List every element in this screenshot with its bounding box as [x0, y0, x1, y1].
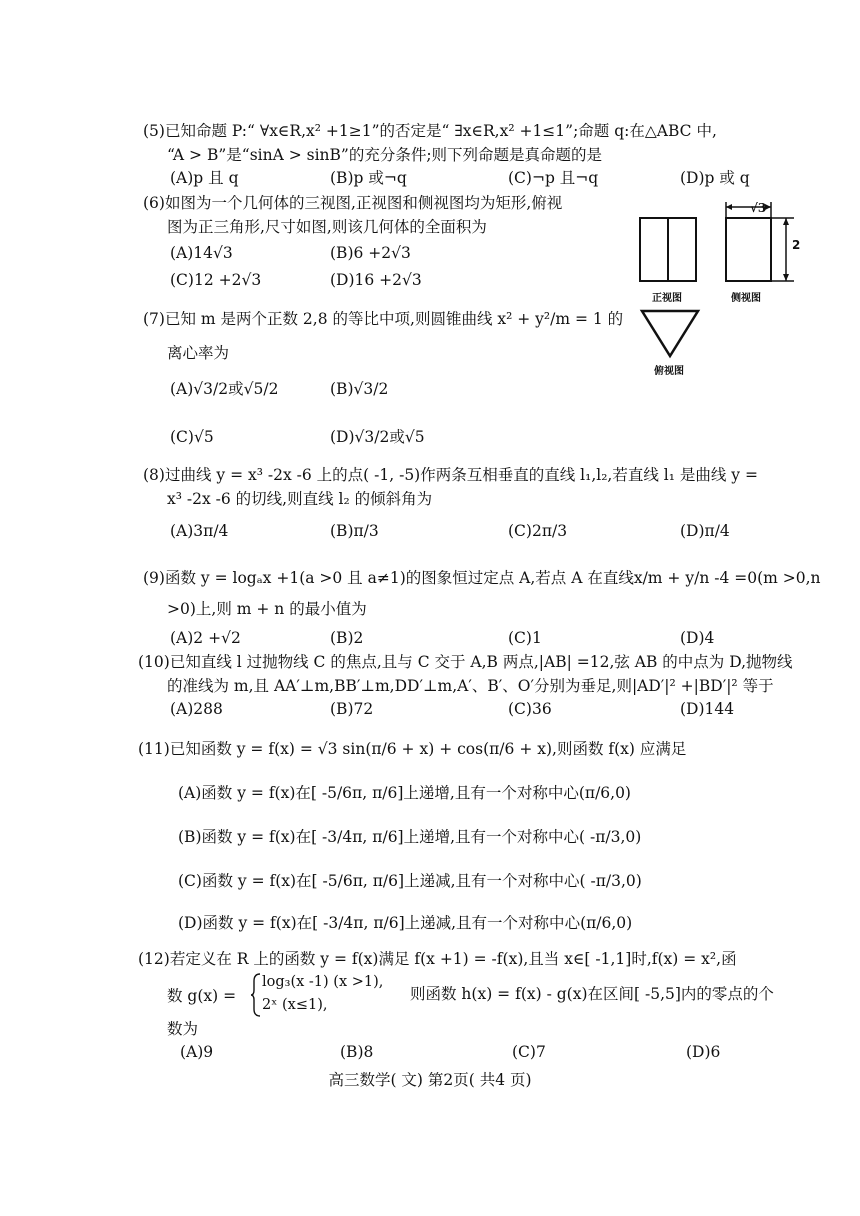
- q12-line3: 数为: [167, 1020, 199, 1038]
- q12-option-c: (C)7: [512, 1043, 546, 1061]
- q5-option-b: (B)p 或¬q: [330, 169, 407, 187]
- q6-option-d: (D)16 +2√3: [330, 271, 422, 289]
- q12-option-b: (B)8: [340, 1043, 374, 1061]
- side-view-label: 侧视图: [731, 293, 761, 304]
- q6-line2: 图为正三角形,尺寸如图,则该几何体的全面积为: [167, 218, 487, 236]
- q12-piece2: 2ˣ (x≤1),: [262, 997, 328, 1013]
- q5-line2: “A > B”是“sinA > sinB”的充分条件;则下列命题是真命题的是: [167, 146, 603, 164]
- q7-option-d: (D)√3/2或√5: [330, 428, 425, 446]
- q5-line1: (5)已知命题 P:“ ∀x∈R,x² +1≥1”的否定是“ ∃x∈R,x² +1≤1”;命题 q:在△ABC 中,: [143, 122, 717, 140]
- height-dimension-label: 2: [792, 238, 801, 252]
- width-arrow-left: [726, 204, 732, 210]
- q12-piece1: log₃(x -1) (x >1),: [262, 974, 384, 990]
- q8-option-a: (A)3π/4: [170, 522, 229, 540]
- q12-line2b: 则函数 h(x) = f(x) - g(x)在区间[ -5,5]内的零点的个: [410, 985, 774, 1003]
- q9-option-b: (B)2: [330, 629, 364, 647]
- height-arrow-bottom: [783, 274, 789, 281]
- top-view-triangle: [642, 311, 698, 356]
- q11-option-b: (B)函数 y = f(x)在[ -3/4π, π/6]上递增,且有一个对称中心( -π/3,0): [178, 828, 642, 846]
- q9-line1: (9)函数 y = logₐx +1(a >0 且 a≠1)的图象恒过定点 A,若点 A 在直线x/m + y/n -4 =0(m >0,n: [143, 569, 821, 587]
- q7-line2: 离心率为: [167, 344, 230, 362]
- q10-option-a: (A)288: [170, 700, 223, 718]
- q10-line2: 的准线为 m,且 AA′⊥m,BB′⊥m,DD′⊥m,A′、B′、O′分别为垂足,则|AD′|² +|BD′|² 等于: [167, 677, 774, 695]
- q5-option-d: (D)p 或 q: [680, 169, 750, 187]
- q7-option-c: (C)√5: [170, 428, 214, 446]
- q11-option-a: (A)函数 y = f(x)在[ -5/6π, π/6]上递增,且有一个对称中心(π/6,0): [178, 784, 631, 802]
- q9-option-d: (D)4: [680, 629, 715, 647]
- front-view-label: 正视图: [652, 293, 682, 304]
- q11-line1: (11)已知函数 y = f(x) = √3 sin(π/6 + x) + cos(π/6 + x),则函数 f(x) 应满足: [138, 740, 687, 758]
- top-view-label: 俯视图: [654, 366, 684, 377]
- q6-option-b: (B)6 +2√3: [330, 244, 411, 262]
- q10-option-d: (D)144: [680, 700, 735, 718]
- q10-option-b: (B)72: [330, 700, 374, 718]
- q7-line1: (7)已知 m 是两个正数 2,8 的等比中项,则圆锥曲线 x² + y²/m = 1 的: [143, 310, 624, 328]
- q6-option-c: (C)12 +2√3: [170, 271, 262, 289]
- q6-line1: (6)如图为一个几何体的三视图,正视图和侧视图均为矩形,俯视: [143, 194, 563, 212]
- side-view-rect: [726, 218, 771, 281]
- q11-option-c: (C)函数 y = f(x)在[ -5/6π, π/6]上递减,且有一个对称中心( -π/3,0): [178, 872, 642, 890]
- q8-line2: x³ -2x -6 的切线,则直线 l₂ 的倾斜角为: [167, 490, 433, 508]
- q12-line1: (12)若定义在 R 上的函数 y = f(x)满足 f(x +1) = -f(x),且当 x∈[ -1,1]时,f(x) = x²,函: [138, 950, 737, 968]
- three-view-figure: [630, 198, 830, 373]
- q9-line2: >0)上,则 m + n 的最小值为: [167, 600, 367, 618]
- page-footer: 高三数学( 文) 第2页( 共4 页): [328, 1071, 532, 1089]
- q6-option-a: (A)14√3: [170, 244, 233, 262]
- piecewise-brace: [250, 973, 262, 1017]
- q5-option-c: (C)¬p 且¬q: [508, 169, 599, 187]
- q5-option-a: (A)p 且 q: [170, 169, 239, 187]
- q11-option-d: (D)函数 y = f(x)在[ -3/4π, π/6]上递减,且有一个对称中心(π/6,0): [178, 914, 633, 932]
- q12-option-a: (A)9: [180, 1043, 214, 1061]
- q8-option-c: (C)2π/3: [508, 522, 568, 540]
- q7-option-a: (A)√3/2或√5/2: [170, 380, 279, 398]
- q8-line1: (8)过曲线 y = x³ -2x -6 上的点( -1, -5)作两条互相垂直的直线 l₁,l₂,若直线 l₁ 是曲线 y =: [143, 466, 758, 484]
- q8-option-b: (B)π/3: [330, 522, 379, 540]
- height-arrow-top: [783, 218, 789, 225]
- q10-option-c: (C)36: [508, 700, 552, 718]
- q12-option-d: (D)6: [686, 1043, 721, 1061]
- q9-option-c: (C)1: [508, 629, 542, 647]
- q10-line1: (10)已知直线 l 过抛物线 C 的焦点,且与 C 交于 A,B 两点,|AB| =12,弦 AB 的中点为 D,抛物线: [138, 653, 793, 671]
- q9-option-a: (A)2 +√2: [170, 629, 241, 647]
- width-dimension-label: √3: [750, 201, 767, 215]
- q7-option-b: (B)√3/2: [330, 380, 389, 398]
- q8-option-d: (D)π/4: [680, 522, 730, 540]
- q12-line2a: 数 g(x) =: [167, 987, 237, 1005]
- brace-path: [251, 974, 260, 1016]
